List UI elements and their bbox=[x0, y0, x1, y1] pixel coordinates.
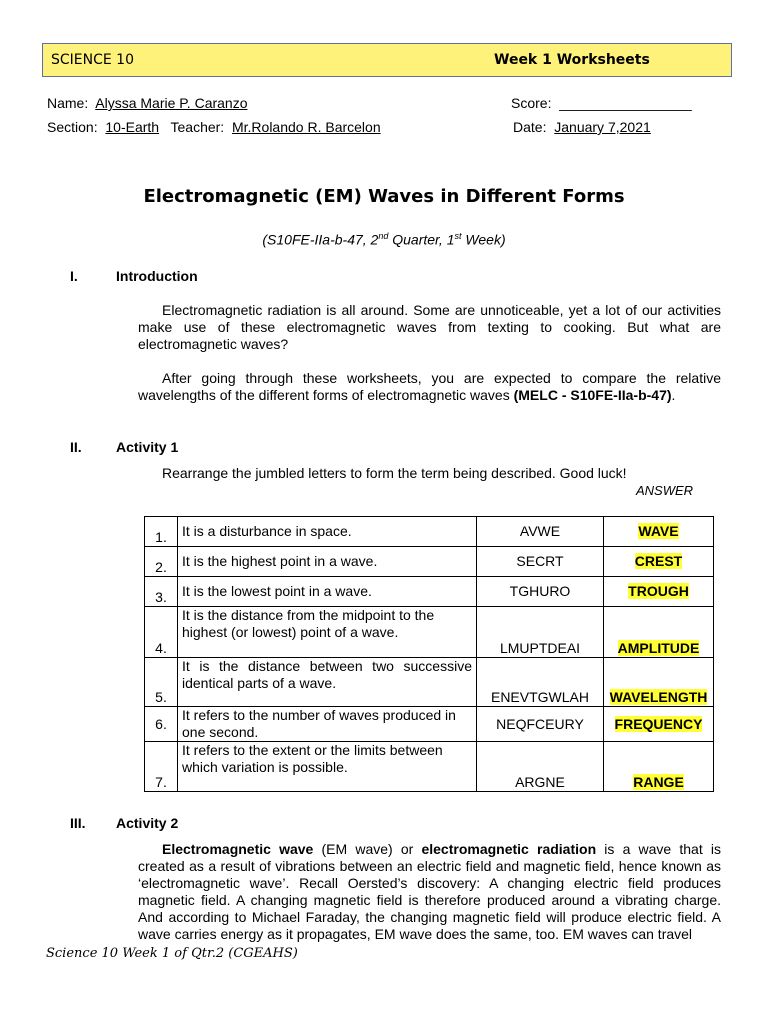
student-name: Alyssa Marie P. Caranzo bbox=[95, 95, 248, 111]
table-row: 6. It refers to the number of waves produced in one second. NEQFCEURY FREQUENCY bbox=[145, 707, 714, 742]
answer-highlight: CREST bbox=[634, 553, 683, 569]
section-title-activity1: Activity 1 bbox=[116, 439, 179, 455]
score-label: Score: bbox=[511, 95, 552, 111]
section-title-intro: Introduction bbox=[116, 268, 198, 284]
answer-highlight: AMPLITUDE bbox=[617, 640, 700, 656]
table-row: 5. It is the distance between two successive identical parts of a wave. ENEVTGWLAH WAVELENGTH bbox=[145, 658, 714, 707]
name-field bbox=[47, 95, 248, 111]
worksheet-header bbox=[42, 43, 732, 77]
subject-label: SCIENCE 10 bbox=[51, 52, 134, 68]
section-title-activity2: Activity 2 bbox=[116, 815, 179, 831]
date-label: Date: bbox=[513, 119, 547, 135]
table-row: 3. It is the lowest point in a wave. TGHURO TROUGH bbox=[145, 577, 714, 607]
activity1-table bbox=[144, 516, 714, 792]
document-subtitle: (S10FE-IIa-b-47, 2nd Quarter, 1st Week) bbox=[262, 231, 506, 248]
answer-highlight: WAVELENGTH bbox=[609, 689, 708, 705]
section-number-activity1: II. bbox=[70, 439, 82, 455]
answer-highlight: RANGE bbox=[633, 774, 684, 790]
answer-highlight: WAVE bbox=[638, 523, 679, 539]
name-label: Name: bbox=[47, 95, 89, 111]
week-label: Week 1 Worksheets bbox=[494, 52, 650, 68]
answer-highlight: FREQUENCY bbox=[614, 715, 703, 732]
activity2-paragraph: Electromagnetic wave (EM wave) or electromagnetic radiation is a wave that is created as a result of vibrations between an electric field and magnetic field, hence known as ‘electromagnetic wave’. Recall Oersted’s discovery: A changing electric field produces magnetic field. A changing magnetic field is therefore produced around a vibrating charge. And according to Michael Faraday, the changing magnetic field will produce electric field. A wave carries energy as it propagates, EM wave does the same, too. EM waves can travel bbox=[138, 841, 721, 942]
section-number-activity2: III. bbox=[70, 815, 86, 831]
section-label: Section: bbox=[47, 119, 98, 135]
score-blank: _________________ bbox=[559, 95, 692, 111]
table-row: 4. It is the distance from the midpoint to the highest (or lowest) point of a wave. LMUPTDEAI AMPLITUDE bbox=[145, 607, 714, 658]
answer-column-header: ANSWER bbox=[636, 483, 694, 498]
date-value: January 7,2021 bbox=[554, 119, 651, 135]
section-value: 10-Earth bbox=[105, 119, 160, 135]
activity1-instruction: Rearrange the jumbled letters to form the term being described. Good luck! bbox=[162, 465, 627, 481]
document-title: Electromagnetic (EM) Waves in Different Forms bbox=[143, 186, 625, 207]
section-number-intro: I. bbox=[70, 268, 78, 284]
teacher-label: Teacher: bbox=[170, 119, 225, 135]
score-field bbox=[511, 95, 692, 111]
teacher-value: Mr.Rolando R. Barcelon bbox=[231, 119, 381, 135]
date-field bbox=[513, 119, 651, 135]
intro-paragraph-1: Electromagnetic radiation is all around. Some are unnoticeable, yet a lot of our activities make use of these electromagnetic waves from texting to cooking. But what are electromagnetic waves? bbox=[138, 302, 721, 352]
section-field bbox=[47, 119, 381, 135]
table-row: 1. It is a disturbance in space. AVWE WAVE bbox=[145, 517, 714, 547]
table-row: 7. It refers to the extent or the limits between which variation is possible. ARGNE RANGE bbox=[145, 742, 714, 792]
page-footer: Science 10 Week 1 of Qtr.2 (CGEAHS) bbox=[46, 946, 298, 961]
table-row: 2. It is the highest point in a wave. SECRT CREST bbox=[145, 547, 714, 577]
answer-highlight: TROUGH bbox=[628, 583, 689, 599]
intro-paragraph-2: After going through these worksheets, you are expected to compare the relative wavelengths of the different forms of electromagnetic waves (MELC - S10FE-IIa-b-47). bbox=[138, 370, 721, 403]
